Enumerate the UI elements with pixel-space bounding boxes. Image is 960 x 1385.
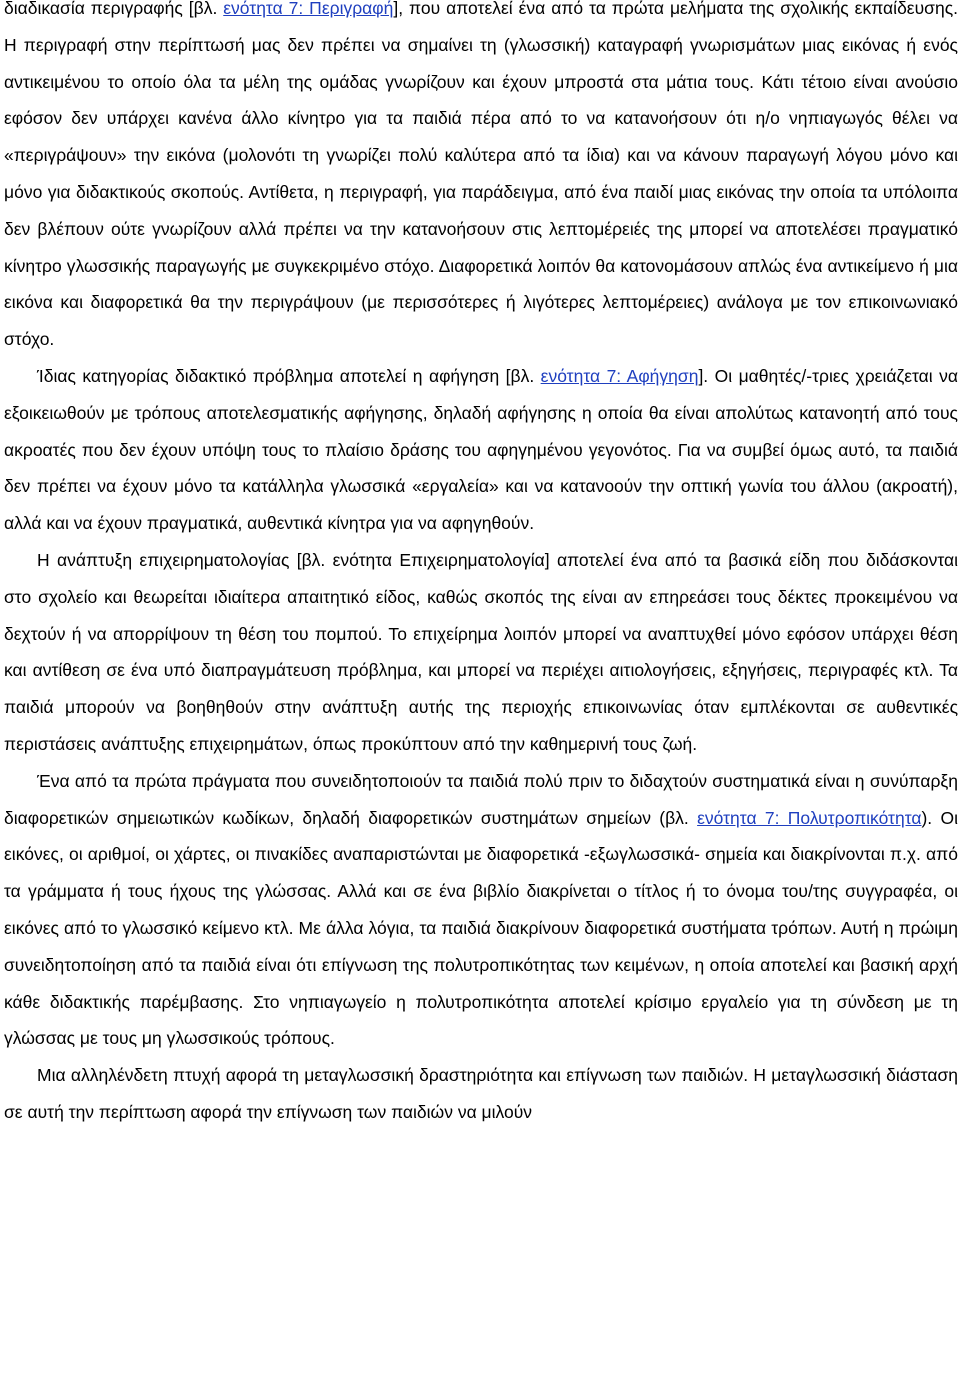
text-run: Μια αλληλένδετη πτυχή αφορά τη μεταγλωσσική δραστηριότητα και επίγνωση των παιδιών. Η μεταγλωσσική διάσταση σε αυτή την περίπτωση αφορά την επίγνωση των παιδιών να μιλούν: [4, 1065, 958, 1122]
document-page: [4, 0, 958, 1131]
paragraph-narration: [4, 358, 958, 542]
text-run: ]. Οι μαθητές/-τριες χρειάζεται να εξοικειωθούν με τρόπους αποτελεσματικής αφήγησης, δηλαδή αφήγησης η οποία θα είναι απολύτως κατανοητή από τους ακροατές που δεν έχουν υπόψη τους το πλαίσιο δράσης του αφηγημένου γεγονότος. Για να συμβεί όμως αυτό, τα παιδιά δεν πρέπει να έχουν μόνο τα κατάλληλα γλωσσικά «εργαλεία» και να κατανοούν την οπτική γωνία του άλλου (ακροατή), αλλά και να έχουν πραγματικά, αυθεντικά κίνητρα για να αφηγηθούν.: [4, 365, 958, 534]
link-section-narration[interactable]: ενότητα 7: Αφήγηση: [540, 365, 699, 386]
text-run: ], που αποτελεί ένα από τα πρώτα μελήματα της σχολικής εκπαίδευσης. Η περιγραφή στην περίπτωσή μας δεν πρέπει να σημαίνει τη (γλωσσική) καταγραφή γνωρισμάτων μιας εικόνας ή ενός αντικειμένου το οποίο όλα τα μέλη της ομάδας γνωρίζουν και έχουν μπροστά στα μάτια τους. Κάτι τέτοιο είναι ανούσιο εφόσον δεν υπάρχει κανένα άλλο κίνητρο για τα παιδιά πέρα από το να κατανοήσουν ότι η/ο νηπιαγωγός θέλει να «περιγράψουν» την εικόνα (μολονότι τη γνωρίζει πολύ καλύτερα από τα ίδια) και να κάνουν παραγωγή λόγου μόνο και μόνο για διδακτικούς σκοπούς. Αντίθετα, η περιγραφή, για παράδειγμα, από ένα παιδί μιας εικόνας την οποία τα υπόλοιπα δεν βλέπουν ούτε γνωρίζουν αλλά πρέπει να την κατανοήσουν στις λεπτομέρειές της μπορεί να αποτελέσει πραγματικό κίνητρο γλωσσικής παραγωγής με συγκεκριμένο στόχο. Διαφορετικά λοιπόν θα κατονομάσουν απλώς ένα αντικείμενο ή μια εικόνα και διαφορετικά θα την περιγράψουν (με περισσότερες ή λιγότερες λεπτομέρειες) ανάλογα με τον επικοινωνιακό στόχο.: [4, 0, 959, 350]
paragraph-description: [4, 0, 958, 358]
paragraph-metalinguistic: [4, 1057, 958, 1131]
text-run: διαδικασία περιγραφής [βλ.: [4, 0, 224, 18]
text-run: Ίδιας κατηγορίας διδακτικό πρόβλημα αποτελεί η αφήγηση [βλ.: [37, 365, 541, 386]
paragraph-argumentation: [4, 542, 958, 763]
link-section-description[interactable]: ενότητα 7: Περιγραφή: [223, 0, 394, 18]
link-section-multimodality[interactable]: ενότητα 7: Πολυτροπικότητα: [697, 807, 922, 828]
text-run: Ένα από τα πρώτα πράγματα που συνειδητοποιούν τα παιδιά πολύ πριν το διδαχτούν συστηματικά είναι η συνύπαρξη διαφορετικών σημειωτικών κωδίκων, δηλαδή διαφορετικών συστημάτων σημείων (βλ.: [4, 770, 958, 828]
text-run: ). Οι εικόνες, οι αριθμοί, οι χάρτες, οι πινακίδες αναπαριστώνται με διαφορετικά -εξωγλωσσικά- σημεία και διακρίνονται π.χ. από τα γράμματα ή τους ήχους της γλώσσας. Αλλά και σε ένα βιβλίο διακρίνεται ο τίτλος ή το όνομα του/της συγγραφέα, οι εικόνες από το γλωσσικό κείμενο κτλ. Με άλλα λόγια, τα παιδιά διακρίνουν διαφορετικά συστήματα τρόπων. Αυτή η πρώιμη συνειδητοποίηση από τα παιδιά είναι ότι επίγνωση της πολυτροπικότητας των κειμένων, η οποία αποτελεί και βασική αρχή κάθε διδακτικής παρέμβασης. Στο νηπιαγωγείο η πολυτροπικότητα αποτελεί κρίσιμο εργαλείο για τη σύνδεση με τη γλώσσας με τους μη γλωσσικούς τρόπους.: [4, 807, 958, 1049]
paragraph-multimodality: [4, 763, 958, 1057]
text-run: Η ανάπτυξη επιχειρηματολογίας [βλ. ενότητα Επιχειρηματολογία] αποτελεί ένα από τα βασικά είδη που διδάσκονται στο σχολείο και θεωρείται ιδιαίτερα απαιτητικό είδος, καθώς σκοπός της είναι αν επηρεάσει τους δέκτες προκειμένου να δεχτούν ή να απορρίψουν τη θέση του πομπού. Το επιχείρημα λοιπόν μπορεί να αναπτυχθεί μόνο εφόσον υπάρχει θέση και αντίθεση σε ένα υπό διαπραγμάτευση πρόβλημα, και μπορεί να περιέχει αιτιολογήσεις, εξηγήσεις, περιγραφές κτλ. Τα παιδιά μπορούν να βοηθηθούν στην ανάπτυξη αυτής της περιοχής επικοινωνίας όταν εμπλέκονται σε αυθεντικές περιστάσεις ανάπτυξης επιχειρημάτων, όπως προκύπτουν από την καθημερινή τους ζωή.: [4, 549, 958, 754]
